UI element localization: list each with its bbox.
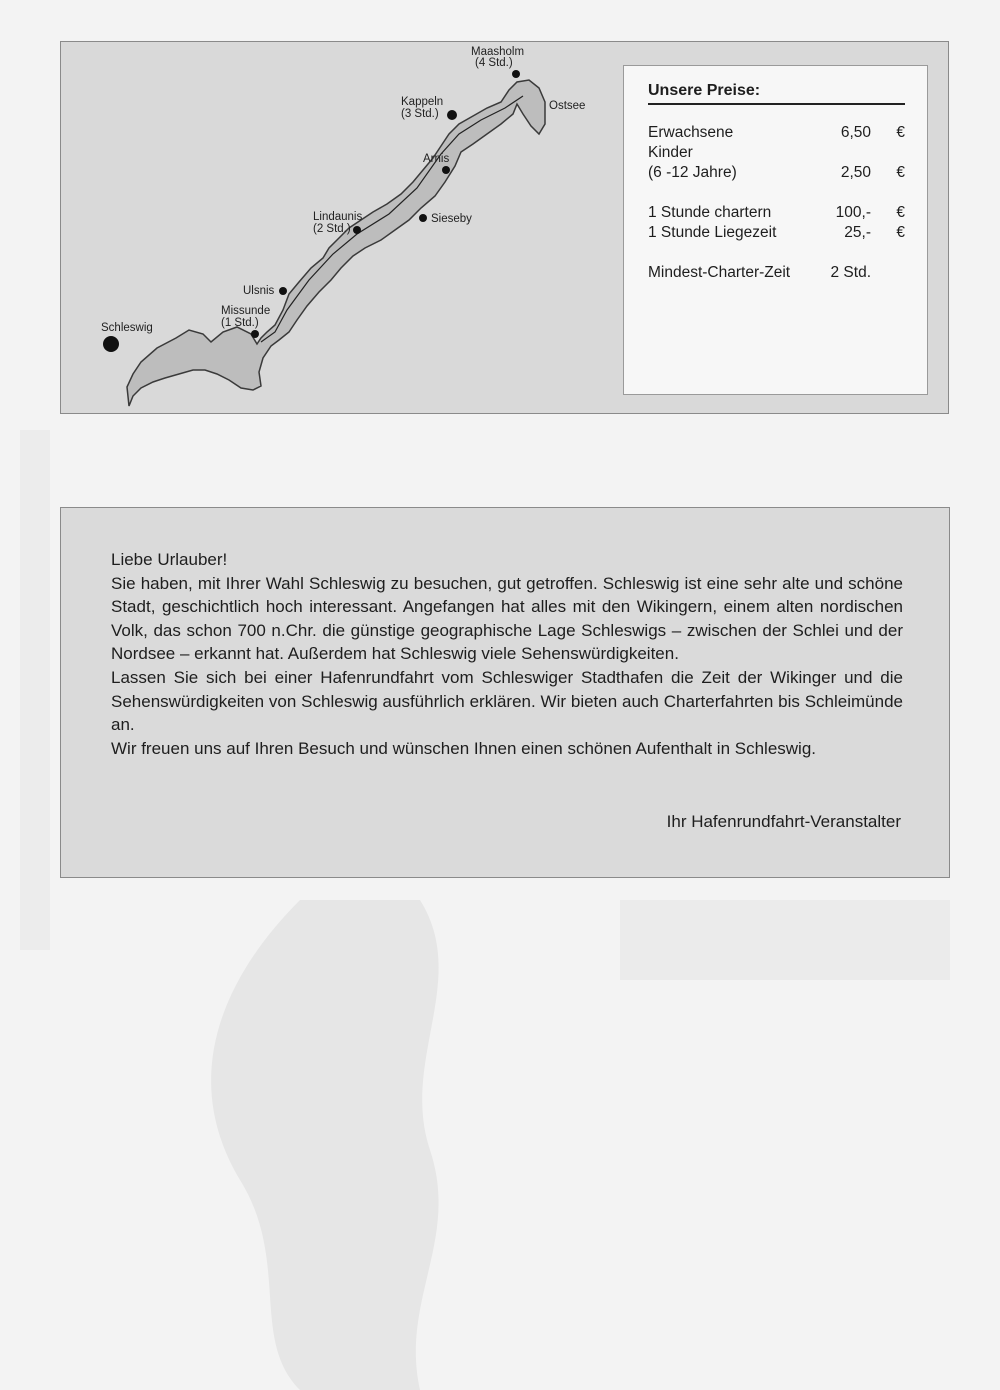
svg-text:Kappeln: Kappeln [401,96,444,108]
letter-signature: Ihr Hafenrundfahrt-Veranstalter [666,812,901,831]
place-sieseby [419,213,472,225]
schlei-route-map [61,42,621,415]
svg-text:(3 Std.): (3 Std.) [401,108,439,120]
place-schleswig [101,322,153,352]
place-maasholm [471,46,524,78]
svg-text:Lindaunis: Lindaunis [313,211,363,223]
svg-text:Ostsee: Ostsee [549,100,586,112]
svg-text:Ulsnis: Ulsnis [243,285,275,297]
price-row-minimum-charter: Mindest-Charter-Zeit 2 Std. [648,264,871,281]
svg-text:(1 Std.): (1 Std.) [221,317,259,329]
svg-text:(4 Std.): (4 Std.) [475,57,513,69]
place-kappeln [401,96,457,120]
place-lindaunis [313,211,362,235]
schlei-water-shape [127,80,545,406]
price-row-children-age: (6 -12 Jahre) 2,50 € [648,164,905,181]
svg-text:Sieseby: Sieseby [431,213,472,225]
price-row-adults: Erwachsene 6,50 € [648,124,905,141]
price-row-children: Kinder [648,144,693,161]
place-ostsee [549,100,585,112]
svg-text:Maasholm: Maasholm [471,46,525,58]
svg-text:Missunde: Missunde [221,305,271,317]
place-ulsnis [243,285,287,297]
price-title: Unsere Preise: [648,82,905,105]
letter-paragraph-3: Wir freuen uns auf Ihren Besuch und wünschen Ihnen einen schönen Aufenthalt in Schleswig. [111,738,817,758]
letter-paragraph-2: Lassen Sie sich bei einer Hafenrundfahrt vom Schleswiger Stadthafen die Zeit der Wikinger und die Sehenswürdigkeiten von Schleswig ausführlich erklären. Wir bieten auch Charterfahrten bis Schleimünde an. [111,667,903,735]
letter-paragraph-1: Sie haben, mit Ihrer Wahl Schleswig zu besuchen, gut getroffen. Schleswig ist eine sehr alte und schöne Stadt, geschichtlich hoch interessant. Angefangen hat alles mit den Wikingern, einem alten nordischen Volk, das schon 700 n.Chr. die günstige geographische Lage Schleswigs – zwischen der Schlei und der Nordsee – erkannt hat. Außerdem hat Schleswig viele Sehenswürdigkeiten. [111,573,903,664]
welcome-letter-panel [60,507,950,878]
letter-greeting: Liebe Urlauber! [111,550,228,569]
welcome-letter [111,548,903,760]
svg-text:(2 Std.): (2 Std.) [313,223,351,235]
svg-text:Schleswig: Schleswig [101,322,153,334]
price-row-mooring-hour: 1 Stunde Liegezeit 25,- € [648,224,905,241]
map-and-prices-panel [60,41,949,414]
price-row-charter-hour: 1 Stunde chartern 100,- € [648,204,905,221]
price-box [623,65,928,395]
svg-text:Arnis: Arnis [423,153,450,165]
